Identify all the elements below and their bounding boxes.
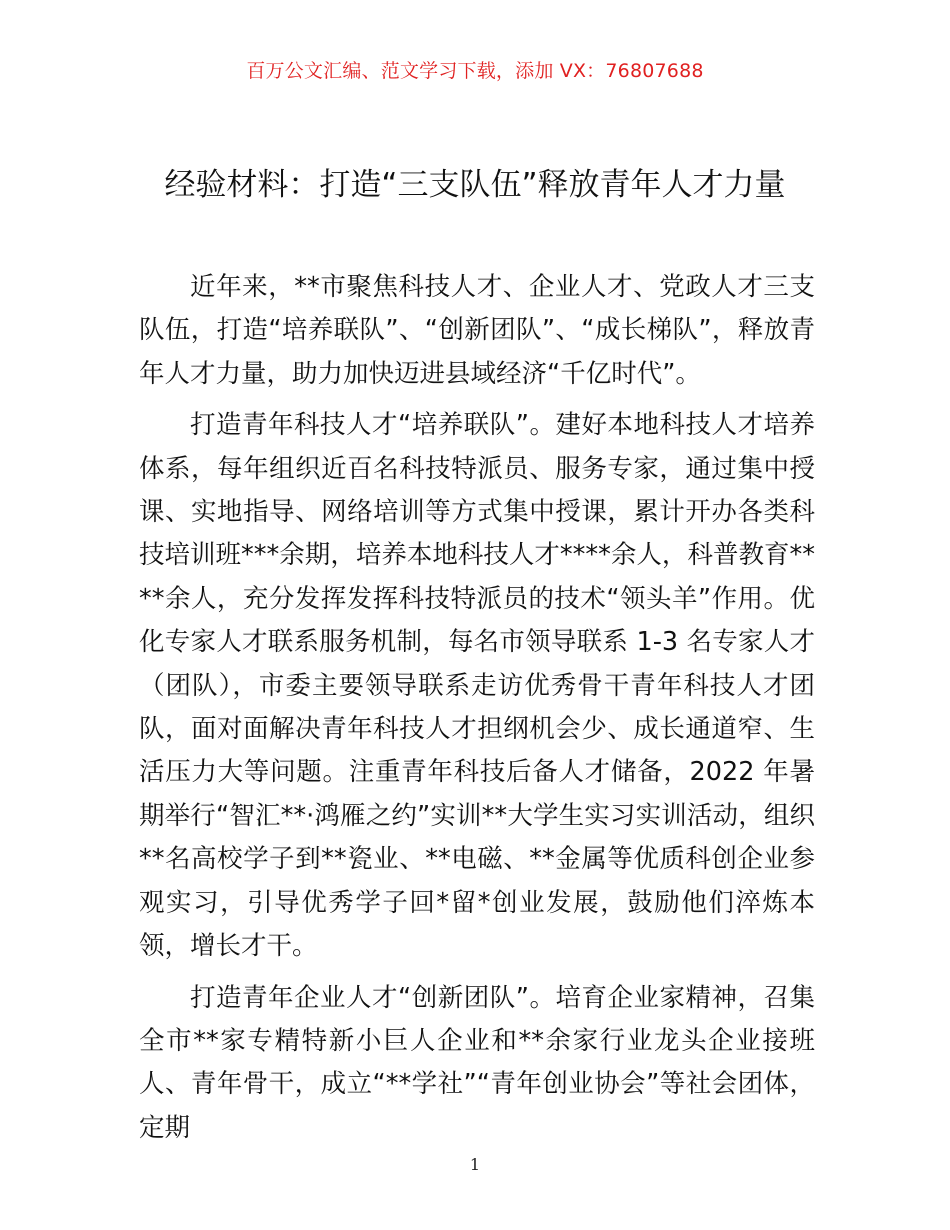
header-contact-note: 百万公文汇编、范文学习下载，添加 VX：76807688 <box>246 60 704 82</box>
document-body <box>139 266 815 1158</box>
paragraph-enterprise-talent: 打造青年企业人才“创新团队”。培育企业家精神，召集全市**家专精特新小巨人企业和**余家行业龙头企业接班人、青年骨干，成立“**学社”“青年创业协会”等社会团体，定期 <box>139 982 815 1143</box>
paragraph-intro: 近年来，**市聚焦科技人才、企业人才、党政人才三支队伍，打造“培养联队”、“创新团队”、“成长梯队”，释放青年人才力量，助力加快迈进县域经济“千亿时代”。 <box>139 272 815 389</box>
paragraph-tech-talent: 打造青年科技人才“培养联队”。建好本地科技人才培养体系，每年组织近百名科技特派员、服务专家，通过集中授课、实地指导、网络培训等方式集中授课，累计开办各类科技培训班***余期，培养本地科技人才****余人，科普教育****余人，充分发挥发挥科技特派员的技术“领头羊”作用。优化专家人才联系服务机制，每名市领导联系 1-3 名专家人才（团队），市委主要领导联系走访优秀骨干青年科技人才团队，面对面解决青年科技人才担纲机会少、成长通道窄、生活压力大等问题。注重青年科技后备人才储备，2022 年暑期举行“智汇**·鸿雁之约”实训**大学生实习实训活动，组织**名高校学子到**瓷业、**电磁、**金属等优质科创企业参观实习，引导优秀学子回*留*创业发展，鼓励他们淬炼本领，增长才干。 <box>139 410 815 962</box>
page-number: 1 <box>469 1155 481 1174</box>
document-title: 经验材料：打造“三支队伍”释放青年人才力量 <box>164 167 786 203</box>
